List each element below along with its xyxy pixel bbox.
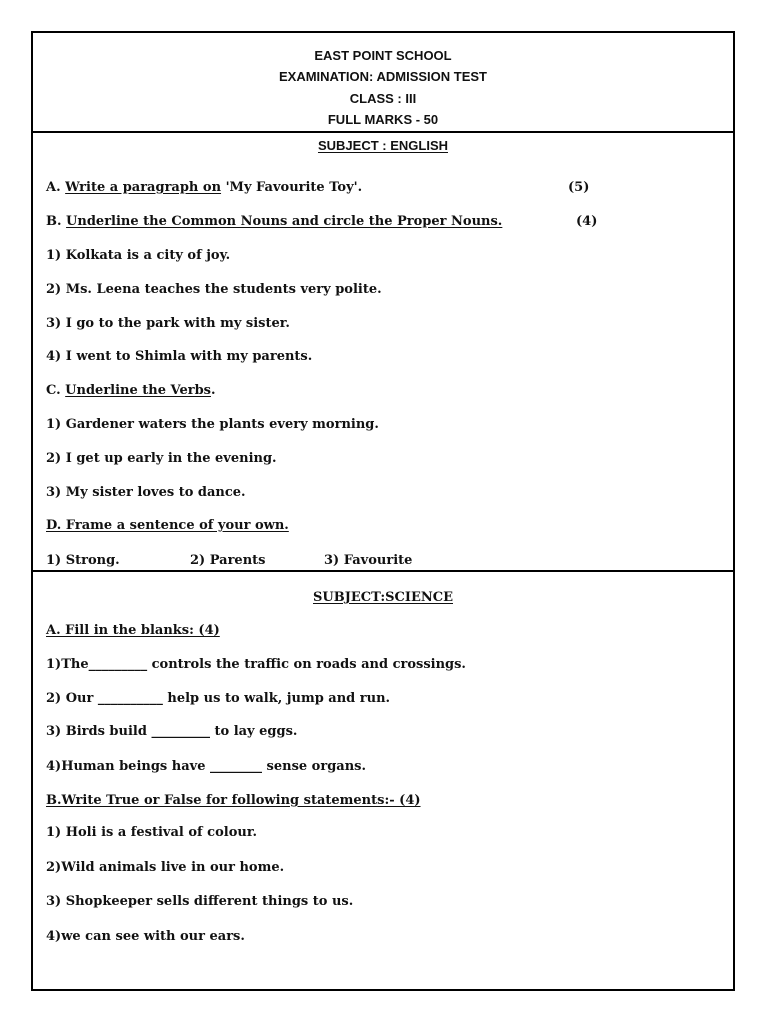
science-question-a-item: 3) Birds build _________ to lay eggs. (46, 724, 298, 739)
question-c-item: 3) My sister loves to dance. (46, 485, 246, 500)
question-c-item: 2) I get up early in the evening. (46, 451, 277, 466)
science-question-b-item: 4)we can see with our ears. (46, 929, 245, 944)
school-name: EAST POINT SCHOOL (314, 48, 452, 63)
full-marks: FULL MARKS - 50 (327, 112, 439, 127)
exam-title: EXAMINATION: ADMISSION TEST (279, 69, 487, 84)
question-b-marks: (4) (576, 214, 598, 229)
science-question-a-item: 2) Our __________ help us to walk, jump and run. (46, 691, 391, 706)
question-b-item: 2) Ms. Leena teaches the students very polite. (46, 282, 382, 297)
science-question-a-item: 1)The_________ controls the traffic on roads and crossings. (46, 657, 466, 672)
english-question-d: D. Frame a sentence of your own. (46, 518, 289, 533)
english-subject-title: SUBJECT : ENGLISH (317, 138, 448, 153)
english-question-b: B. Underline the Common Nouns and circle the Proper Nouns. (46, 214, 503, 229)
question-b-instruction: Underline the Common Nouns and circle the Proper Nouns. (66, 214, 503, 229)
science-question-b-item: 2)Wild animals live in our home. (46, 860, 285, 875)
section-divider (33, 570, 733, 572)
science-question-b: B.Write True or False for following statements:- (4) (46, 793, 421, 808)
question-b-item: 4) I went to Shimla with my parents. (46, 349, 313, 364)
question-d-item: 3) Favourite (324, 553, 413, 568)
english-question-a: A. Write a paragraph on 'My Favourite Toy'. (46, 180, 363, 195)
question-a-instruction: Write a paragraph on (65, 180, 222, 195)
science-subject-title: SUBJECT:SCIENCE (313, 590, 453, 605)
question-d-item: 2) Parents (190, 553, 266, 568)
science-question-b-item: 3) Shopkeeper sells different things to us. (46, 894, 354, 909)
class-label: CLASS : III (349, 91, 417, 106)
question-a-topic: 'My Favourite Toy'. (221, 180, 363, 195)
science-question-a-item: 4)Human beings have ________ sense organs. (46, 759, 367, 774)
question-c-instruction: Underline the Verbs (65, 383, 211, 398)
question-b-item: 1) Kolkata is a city of joy. (46, 248, 231, 263)
header-divider (33, 131, 733, 133)
english-question-c: C. Underline the Verbs. (46, 383, 216, 398)
question-b-item: 3) I go to the park with my sister. (46, 316, 290, 331)
question-c-item: 1) Gardener waters the plants every morning. (46, 417, 379, 432)
question-a-marks: (5) (568, 180, 590, 195)
question-d-item: 1) Strong. (46, 553, 120, 568)
science-question-a: A. Fill in the blanks: (4) (46, 623, 220, 638)
science-question-b-item: 1) Holi is a festival of colour. (46, 825, 257, 840)
page-border (31, 31, 735, 991)
